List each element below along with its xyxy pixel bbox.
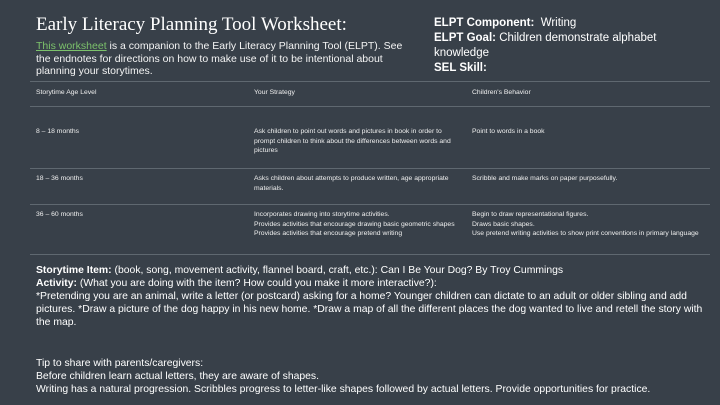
storytime-section — [36, 264, 706, 329]
strategy-cell — [248, 169, 466, 205]
worksheet-title: Early Literacy Planning Tool Worksheet: — [36, 14, 347, 35]
worksheet-link[interactable]: This worksheet — [36, 40, 107, 52]
behavior-cell — [466, 107, 710, 169]
table-row — [30, 205, 710, 255]
tips-line-1: Before children learn actual letters, they are aware of shapes. — [36, 371, 320, 382]
storytime-activity — [36, 277, 706, 290]
strategy-cell — [248, 107, 466, 169]
planning-table — [30, 81, 710, 255]
intro-paragraph — [36, 40, 411, 78]
age-cell: 18 – 36 months — [30, 169, 248, 205]
item-label: Storytime Item: — [36, 265, 112, 276]
component-value: Writing — [540, 17, 577, 29]
behavior-text: Draws basic shapes. — [472, 220, 535, 228]
activity-label: Activity: — [36, 278, 77, 289]
activity-details: *Pretending you are an animal, write a letter (or postcard) asking for a home? Younger children can dictate to an adult or older sibling and add pictures. *Draw a picture of the dog happy in his new home. *Draw a map of all the different places the dog wanted to live and retell the story with the map. — [36, 291, 703, 328]
elpt-component — [434, 16, 704, 31]
behavior-text: Begin to draw representational figures. — [472, 211, 589, 218]
strategy-text: Asks children about attempts to produce written, age appropriate materials. — [254, 175, 449, 192]
strategy-text: Provides activities that encourage drawing basic geometric shapes — [254, 220, 455, 228]
behavior-text: Use pretend writing activities to show print conventions in primary language — [472, 230, 699, 237]
activity-value: (What you are doing with the item? How could you make it more interactive?): — [77, 278, 437, 289]
header-behavior: Children's Behavior — [466, 82, 710, 107]
table-row — [30, 107, 710, 169]
tips-heading: Tip to share with parents/caregivers: — [36, 358, 204, 369]
goal-label: ELPT Goal: — [434, 32, 496, 44]
behavior-cell — [466, 169, 710, 205]
strategy-text: Incorporates drawing into storytime activities. — [254, 211, 390, 218]
behavior-cell — [466, 205, 710, 255]
elpt-info — [434, 16, 704, 76]
tips-line-2: Writing has a natural progression. Scribbles progress to letter-like shapes followed by actual letters. Provide opportunities for practice. — [36, 384, 651, 395]
age-cell: 8 – 18 months — [30, 107, 248, 169]
intro-text: is a companion to the Early Literacy Planning Tool (ELPT). See the endnotes for directions on how to make use of it to be intentional about planning your storytimes. — [36, 40, 403, 77]
behavior-text: Point to words in a book — [472, 128, 545, 135]
strategy-text: Ask children to point out words and pictures in book in order to prompt children to think about the differences between words and pictures — [254, 128, 451, 154]
table-header-row — [30, 82, 710, 107]
item-value: (book, song, movement activity, flannel board, craft, etc.): Can I Be Your Dog? By Troy Cummings — [111, 265, 564, 276]
tips-section — [36, 357, 706, 396]
header-strategy: Your Strategy — [248, 82, 466, 107]
age-cell: 36 – 60 months — [30, 205, 248, 255]
strategy-text: Provides activities that encourage pretend writing — [254, 230, 403, 237]
goal-value: Children demonstrate alphabet knowledge — [434, 32, 657, 59]
elpt-goal — [434, 31, 704, 61]
strategy-cell — [248, 205, 466, 255]
storytime-item — [36, 264, 706, 277]
behavior-text: Scribble and make marks on paper purposefully. — [472, 175, 618, 182]
header-age-level: Storytime Age Level — [30, 82, 248, 107]
sel-label: SEL Skill: — [434, 62, 487, 74]
elpt-sel — [434, 61, 704, 76]
table-row — [30, 169, 710, 205]
component-label: ELPT Component: — [434, 17, 535, 29]
